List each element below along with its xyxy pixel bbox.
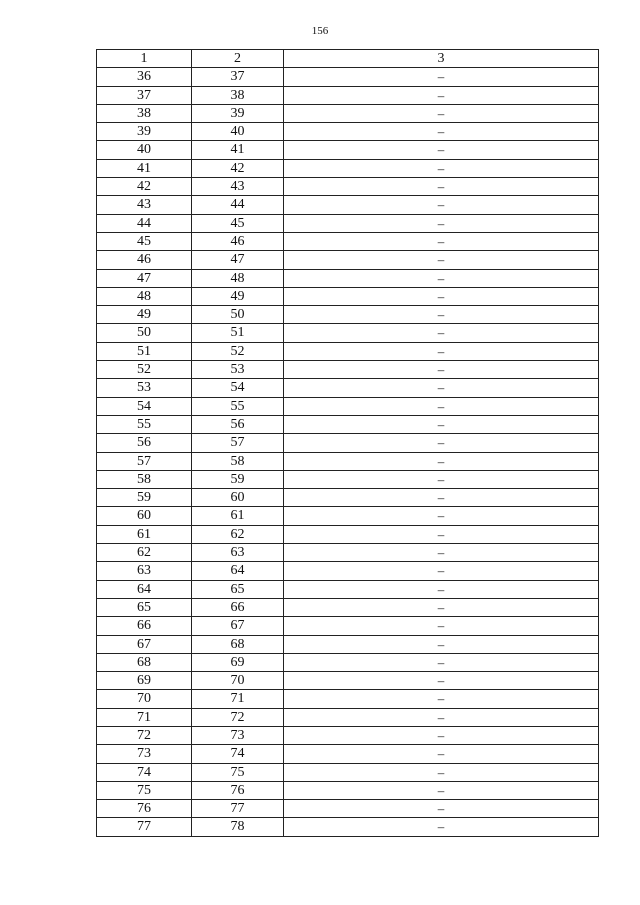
table-row <box>97 544 599 562</box>
table-cell-col-3: – <box>284 232 599 250</box>
table-cell-col-1: 73 <box>97 745 192 763</box>
table-cell-col-1: 49 <box>97 306 192 324</box>
table-cell-col-1: 56 <box>97 434 192 452</box>
table-cell-col-3: – <box>284 379 599 397</box>
table-cell-col-2: 44 <box>192 196 284 214</box>
table-cell-col-3: – <box>284 745 599 763</box>
table-cell-col-2: 59 <box>192 470 284 488</box>
table-row <box>97 708 599 726</box>
table-cell-col-1: 36 <box>97 68 192 86</box>
table-cell-col-2: 68 <box>192 635 284 653</box>
table-row <box>97 324 599 342</box>
table-row <box>97 269 599 287</box>
table-row <box>97 745 599 763</box>
table-cell-col-2: 76 <box>192 781 284 799</box>
table-cell-col-3: – <box>284 361 599 379</box>
table-cell-col-2: 65 <box>192 580 284 598</box>
page-number: 156 <box>311 25 329 37</box>
table-cell-col-2: 55 <box>192 397 284 415</box>
table-cell-col-2: 41 <box>192 141 284 159</box>
table-header-row <box>97 50 599 68</box>
table-row <box>97 818 599 836</box>
table-cell-col-3: – <box>284 617 599 635</box>
table-cell-col-2: 67 <box>192 617 284 635</box>
table-cell-col-3: – <box>284 708 599 726</box>
table-cell-col-1: 45 <box>97 232 192 250</box>
table-cell-col-1: 62 <box>97 544 192 562</box>
table-cell-col-3: – <box>284 141 599 159</box>
table-cell-col-3: – <box>284 580 599 598</box>
table-cell-col-1: 57 <box>97 452 192 470</box>
table-row <box>97 672 599 690</box>
table-row <box>97 507 599 525</box>
table-cell-col-2: 47 <box>192 251 284 269</box>
table-cell-col-1: 60 <box>97 507 192 525</box>
table-cell-col-1: 50 <box>97 324 192 342</box>
table-cell-col-1: 54 <box>97 397 192 415</box>
table-cell-col-2: 70 <box>192 672 284 690</box>
table-cell-col-1: 42 <box>97 178 192 196</box>
table-cell-col-3: – <box>284 635 599 653</box>
table-row <box>97 196 599 214</box>
table-header <box>97 50 599 68</box>
table-cell-col-2: 37 <box>192 68 284 86</box>
table-cell-col-3: – <box>284 434 599 452</box>
table-row <box>97 562 599 580</box>
table-cell-col-1: 47 <box>97 269 192 287</box>
table-cell-col-1: 67 <box>97 635 192 653</box>
table-row <box>97 104 599 122</box>
table-row <box>97 800 599 818</box>
table-row <box>97 287 599 305</box>
table-cell-col-1: 44 <box>97 214 192 232</box>
table-cell-col-3: – <box>284 342 599 360</box>
table-cell-col-2: 56 <box>192 415 284 433</box>
table-cell-col-3: – <box>284 489 599 507</box>
table-cell-col-3: – <box>284 123 599 141</box>
table-cell-col-2: 42 <box>192 159 284 177</box>
table-cell-col-3: – <box>284 178 599 196</box>
table-cell-col-1: 46 <box>97 251 192 269</box>
data-table <box>96 49 599 837</box>
table-cell-col-2: 51 <box>192 324 284 342</box>
table-row <box>97 361 599 379</box>
table-cell-col-3: – <box>284 525 599 543</box>
table-row <box>97 214 599 232</box>
table-cell-col-2: 78 <box>192 818 284 836</box>
table-cell-col-3: – <box>284 196 599 214</box>
table-cell-col-1: 58 <box>97 470 192 488</box>
table-cell-col-1: 63 <box>97 562 192 580</box>
table-row <box>97 232 599 250</box>
table-cell-col-2: 60 <box>192 489 284 507</box>
table-cell-col-2: 73 <box>192 726 284 744</box>
table-cell-col-1: 52 <box>97 361 192 379</box>
table-cell-col-3: – <box>284 800 599 818</box>
table-cell-col-1: 65 <box>97 598 192 616</box>
table-cell-col-2: 58 <box>192 452 284 470</box>
table-row <box>97 123 599 141</box>
table-cell-col-2: 63 <box>192 544 284 562</box>
table-cell-col-2: 66 <box>192 598 284 616</box>
table-cell-col-2: 43 <box>192 178 284 196</box>
table-row <box>97 379 599 397</box>
table-row <box>97 580 599 598</box>
table-cell-col-1: 39 <box>97 123 192 141</box>
table-cell-col-1: 51 <box>97 342 192 360</box>
table-row <box>97 342 599 360</box>
table-cell-col-2: 62 <box>192 525 284 543</box>
table-row <box>97 489 599 507</box>
table-cell-col-3: – <box>284 397 599 415</box>
table-row <box>97 635 599 653</box>
table-body <box>97 68 599 836</box>
table-cell-col-1: 70 <box>97 690 192 708</box>
table-cell-col-1: 59 <box>97 489 192 507</box>
table-cell-col-2: 57 <box>192 434 284 452</box>
table-cell-col-1: 48 <box>97 287 192 305</box>
table-cell-col-1: 68 <box>97 653 192 671</box>
table-cell-col-2: 71 <box>192 690 284 708</box>
table-cell-col-2: 72 <box>192 708 284 726</box>
table-cell-col-2: 69 <box>192 653 284 671</box>
table-cell-col-3: – <box>284 544 599 562</box>
table-cell-col-2: 75 <box>192 763 284 781</box>
table-cell-col-3: – <box>284 781 599 799</box>
table-cell-col-1: 55 <box>97 415 192 433</box>
table-cell-col-2: 39 <box>192 104 284 122</box>
table-row <box>97 434 599 452</box>
table-cell-col-2: 49 <box>192 287 284 305</box>
table-cell-col-2: 74 <box>192 745 284 763</box>
column-header-2: 2 <box>192 50 284 68</box>
table-cell-col-2: 40 <box>192 123 284 141</box>
table-cell-col-2: 52 <box>192 342 284 360</box>
table-cell-col-1: 37 <box>97 86 192 104</box>
table-row <box>97 68 599 86</box>
table-row <box>97 598 599 616</box>
table-row <box>97 251 599 269</box>
table-row <box>97 141 599 159</box>
table-cell-col-3: – <box>284 818 599 836</box>
table-cell-col-1: 38 <box>97 104 192 122</box>
table-cell-col-3: – <box>284 470 599 488</box>
table-cell-col-2: 61 <box>192 507 284 525</box>
table-row <box>97 763 599 781</box>
column-header-3: 3 <box>284 50 599 68</box>
table-cell-col-3: – <box>284 598 599 616</box>
table-cell-col-3: – <box>284 251 599 269</box>
table-cell-col-1: 40 <box>97 141 192 159</box>
table-row <box>97 159 599 177</box>
table-cell-col-3: – <box>284 415 599 433</box>
table-cell-col-1: 75 <box>97 781 192 799</box>
table-cell-col-3: – <box>284 672 599 690</box>
table-cell-col-3: – <box>284 269 599 287</box>
table-cell-col-1: 77 <box>97 818 192 836</box>
table-cell-col-3: – <box>284 452 599 470</box>
table-cell-col-1: 72 <box>97 726 192 744</box>
table-cell-col-2: 64 <box>192 562 284 580</box>
table-row <box>97 525 599 543</box>
table-cell-col-1: 61 <box>97 525 192 543</box>
table-cell-col-1: 74 <box>97 763 192 781</box>
table-cell-col-1: 43 <box>97 196 192 214</box>
table-cell-col-2: 48 <box>192 269 284 287</box>
table-cell-col-3: – <box>284 653 599 671</box>
table-cell-col-3: – <box>284 214 599 232</box>
table-cell-col-2: 54 <box>192 379 284 397</box>
table-cell-col-1: 76 <box>97 800 192 818</box>
table-cell-col-3: – <box>284 86 599 104</box>
table-cell-col-3: – <box>284 306 599 324</box>
table-cell-col-2: 46 <box>192 232 284 250</box>
column-header-1: 1 <box>97 50 192 68</box>
table-cell-col-3: – <box>284 159 599 177</box>
table-cell-col-3: – <box>284 287 599 305</box>
table-cell-col-1: 41 <box>97 159 192 177</box>
table-row <box>97 306 599 324</box>
table-row <box>97 781 599 799</box>
table-cell-col-2: 53 <box>192 361 284 379</box>
table-row <box>97 452 599 470</box>
table-row <box>97 617 599 635</box>
table-row <box>97 470 599 488</box>
table-cell-col-1: 53 <box>97 379 192 397</box>
table-cell-col-1: 64 <box>97 580 192 598</box>
table-cell-col-1: 71 <box>97 708 192 726</box>
table-cell-col-3: – <box>284 690 599 708</box>
table-cell-col-1: 69 <box>97 672 192 690</box>
table-cell-col-3: – <box>284 324 599 342</box>
table-cell-col-2: 38 <box>192 86 284 104</box>
table-row <box>97 726 599 744</box>
table-cell-col-3: – <box>284 104 599 122</box>
table-row <box>97 415 599 433</box>
table-cell-col-3: – <box>284 562 599 580</box>
table-row <box>97 397 599 415</box>
table-row <box>97 86 599 104</box>
table-row <box>97 653 599 671</box>
table-cell-col-3: – <box>284 68 599 86</box>
table-row <box>97 178 599 196</box>
table-cell-col-2: 45 <box>192 214 284 232</box>
table-row <box>97 690 599 708</box>
table-cell-col-3: – <box>284 763 599 781</box>
table-cell-col-2: 50 <box>192 306 284 324</box>
table-cell-col-2: 77 <box>192 800 284 818</box>
table-cell-col-1: 66 <box>97 617 192 635</box>
table-cell-col-3: – <box>284 726 599 744</box>
table-cell-col-3: – <box>284 507 599 525</box>
